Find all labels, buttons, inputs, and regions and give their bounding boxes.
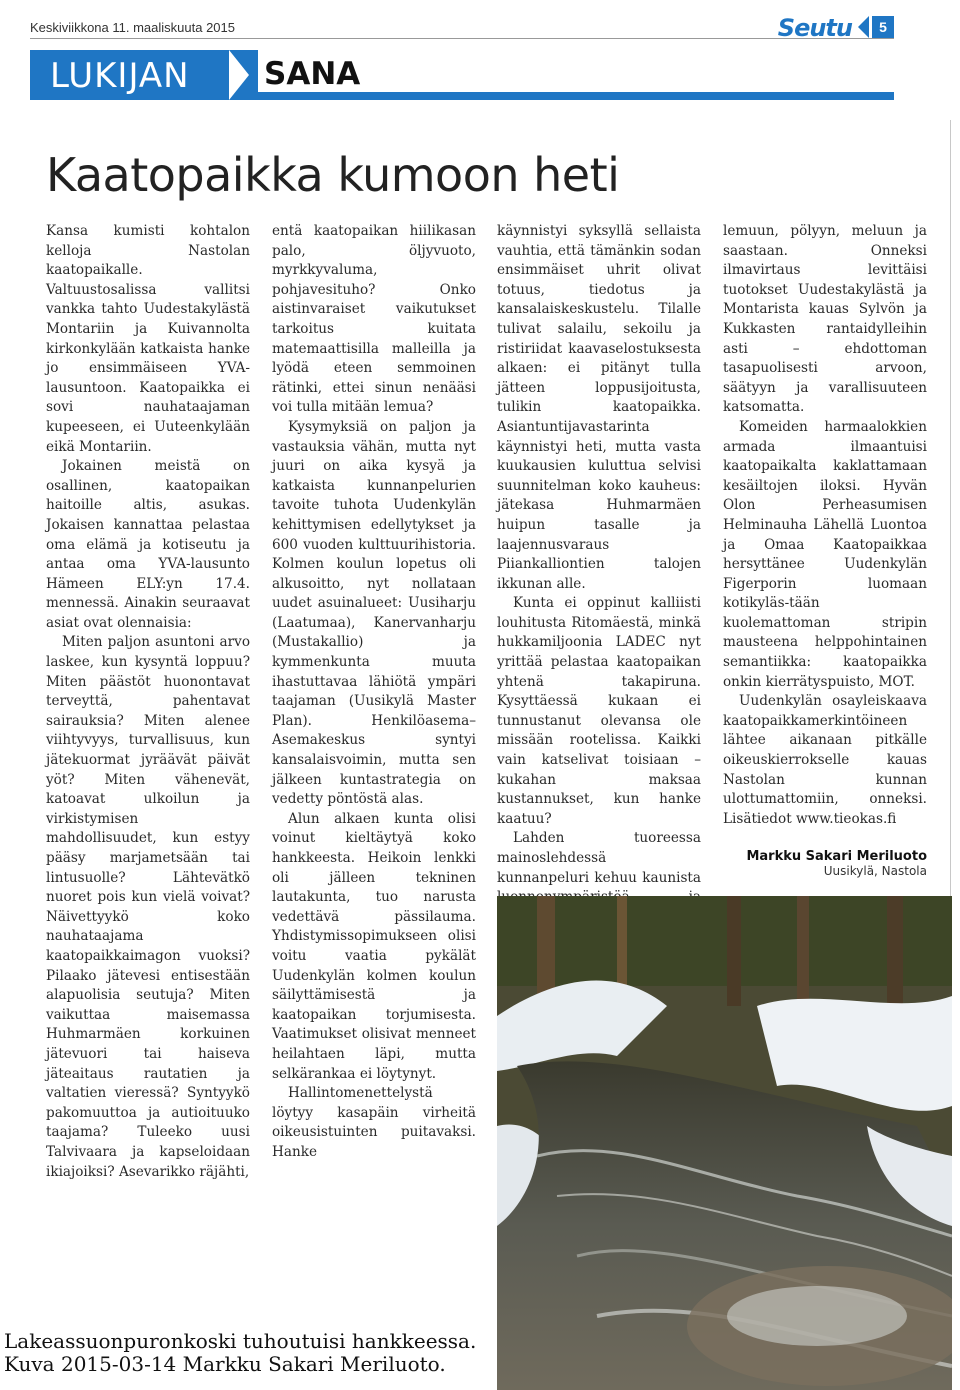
paragraph: lemuun, pölyyn, meluun ja saastaan. Onneksi ilmavirtaus levittäisi tuotokset Uudestakylästä ja Montarista kauas Sylvön ja Kukkasten rantaidylleihin asti – ehdottoman tasapuolisesti arvoon, säätyyn ja varallisuuteen katsomatta.	[723, 223, 927, 416]
page-number-block	[858, 16, 894, 38]
banner-title-lukijan: LUKIJAN	[50, 56, 190, 96]
article-column-3	[497, 222, 701, 947]
paragraph: Miten paljon asuntoni arvo laskee, kun kysyntä loppuu? Miten päästöt huonontavat terveyttä, pahentavat sairauksia? Miten alenee viihtyvyys, turvallisuus, kun jätekuormat jyräävät päivät yöt? Miten vähenevät, katoavat ulkoilun ja virkistymisen mahdollisuudet, kun estyy pääsy marjametsään tai lintusuolle? Lähtevätkö nuoret pois kun vielä voivat? Näivettyykö koko nauhataajama kaatopaikkaimagon vuoksi? Pilaako jätevesi entisestään alapuolisia seutuja? Miten vaikuttaa maisemassa Huhmarmäen korkuinen jätevuori tai haiseva jäteaitaus rautatien ja valtatien vieressä? Syntyykö pakomuuttoa ja autioituuko taajama? Tuleeko uusi Talvivaara ja kapseloidaan ikiajoiksi? Asevarikko räjähti,	[46, 634, 250, 1180]
rapids-photo-illustration	[497, 896, 952, 1390]
banner-title-sana: SANA	[264, 56, 361, 92]
header-rule	[30, 38, 894, 39]
page-edge-rule	[950, 120, 951, 900]
paragraph: Kunta ei oppinut kalliisti louhitusta Ritomäestä, minkä hukkamiljoonia LADEC nyt yrittää pelastaa kaatopaikan yhtenä takapiruna. Kysyttäessä kukaan ei tunnustanut olevansa ole missään rootelissa. Kaikki vain katselivat toisiaan – kukahan maksaa kustannukset, kun hanke kaatuu?	[497, 595, 701, 827]
paragraph: Hallintomenettelystä löytyy kasapäin virheitä oikeusistuinten puitavaksi. Hanke	[272, 1085, 476, 1160]
page-number: 5	[872, 16, 894, 38]
article-column-2	[272, 222, 476, 1163]
paragraph: entä kaatopaikan hiilikasan palo, öljyvuoto, myrkkyvaluma, pohjavesituho? Onko aistinvaraiset vaikutukset tarkoitus kuitata matemaattisilla malleilla ja lyödä eteen semmoinen rätinki, ettei sinun nenääsi voi tulla mitään lemua?	[272, 223, 476, 416]
section-logo: Seutu	[777, 14, 852, 42]
author-name: Markku Sakari Meriluoto	[746, 849, 927, 865]
paragraph: Lahden tuoreessa mainoslehdessä kunnanpeluri kehuu kaunista	[497, 830, 701, 886]
paragraph: Kansa kumisti kohtalon kelloja Nastolan kaatopaikalle. Valtuustosalissa vallitsi vankka tahto Uudestakylästä Montariin ja Kuivannolta kirkonkylään katkaista hanke jo ensimmäiseen YVA-lausuntoon. Kaatopaikka ei sovi nauhataajaman kupeeseen, ei Uuteenkylään eikä Montariin.	[46, 223, 250, 455]
chevron-left-icon	[858, 16, 869, 38]
paragraph: Uudenkylän osayleiskaava kaatopaikkamerkintöineen lähtee aikanaan pitkälle oikeuskierrokselle kauas Nastolan kunnan ulottumattomiin, onneksi. Lisätiedot www.tieokas.fi	[723, 693, 927, 827]
paragraph: Jokainen meistä on osallinen, kaatopaikan haitoille altis, asukas. Jokaisen kannattaa pelastaa oma elämä ja kotiseutu ja antaa oma YVA-lausunto Hämeen ELY:yn 17.4. mennessä. Ainakin seuraavat asiat ovat olennaisia:	[46, 458, 250, 631]
article-title: Kaatopaikka kumoon heti	[46, 148, 620, 202]
article-photo	[497, 896, 952, 1390]
article-column-4	[723, 222, 927, 878]
caption-line-2: Kuva 2015-03-14 Markku Sakari Meriluoto.	[4, 1352, 446, 1376]
article-column-1	[46, 222, 250, 1182]
banner-chevron-icon	[229, 50, 249, 100]
paragraph: käynnistyi syksyllä sellaista vauhtia, että tämänkin sodan ensimmäiset uhrit olivat totuus, tiedotus ja kansalaiskeskustelu. Tilalle tulivat salailu, sekoilu ja ristiriidat kaavaselostuksesta alkaen: ei pitänyt tulla jätteen loppusijoitusta, tulikin kaatopaikka. Asiantuntijavastarinta käynnistyi heti, mutta vasta kuukausien kuluttua selvisi suunnitelman koko kauheus: jätekasa Huhmarmäen huipun tasalle ja laajennusvaraus Piiankalliontien talojen ikkunan alle.	[497, 223, 701, 592]
paragraph: Alun alkaen kunta olisi voinut kieltäytyä koko hankkeesta. Heikoin lenkki oli jälleen tekninen lautakunta, tuo narusta vedettävä pässilauma. Yhdistymissopimukseen olisi voitu vaatia pykälät Uudenkylän kolmen koulun säilyttämisestä ja kaatopaikan torjumisesta. Vaatimukset olisivat menneet heilahtaen läpi, mutta selkärankaa ei löytynyt.	[272, 810, 476, 1082]
paragraph: Kysymyksiä on paljon ja vastauksia vähän, mutta nyt juuri on aika kysyä ja katkaista kunnanpelurien tavoite tuhota Uudenkylän kehittymisen edellytykset ja 600 vuoden kulttuurihistoria. Kolmen koulun lopetus oli alkusoitto, nyt nollataan uudet asuinalueet: Uusiharju (Laatumaa), Kanervanharju (Mustakallio) ja kymmenkunta muuta ihastuttavaa lähiötä ympäri taajaman (Uusikylä Master Plan). Henkilöasema–Asemakeskus syntyi kansalaisvoimin, mutta sen jälkeen kuntastrategia on vedetty pöntöstä alas.	[272, 418, 476, 808]
caption-line-1: Lakeassuonpuronkoski tuhoutuisi hankkeessa.	[4, 1329, 477, 1353]
photo-caption	[4, 1330, 476, 1376]
author-place: Uusikylä, Nastola	[823, 864, 927, 879]
section-banner	[30, 50, 894, 100]
dateline: Keskiviikkona 11. maaliskuuta 2015	[30, 20, 235, 35]
paragraph: Komeiden harmaalokkien armada ilmaantuisi kaatopaikalta kaklattamaan kesäiltojen iloksi. Hyvän Olon Perheasumisen Helminauha Lähellä Luontoa ja Omaa Kaatopaikkaa hersyttänee Uudenkylän Figerporin luomaan kotikyläs-tään kuolemattoman stripin mausteena helppohintainen semantiikka: kaatopaikka onkin kierrätyspuisto, MOT.	[723, 418, 927, 690]
